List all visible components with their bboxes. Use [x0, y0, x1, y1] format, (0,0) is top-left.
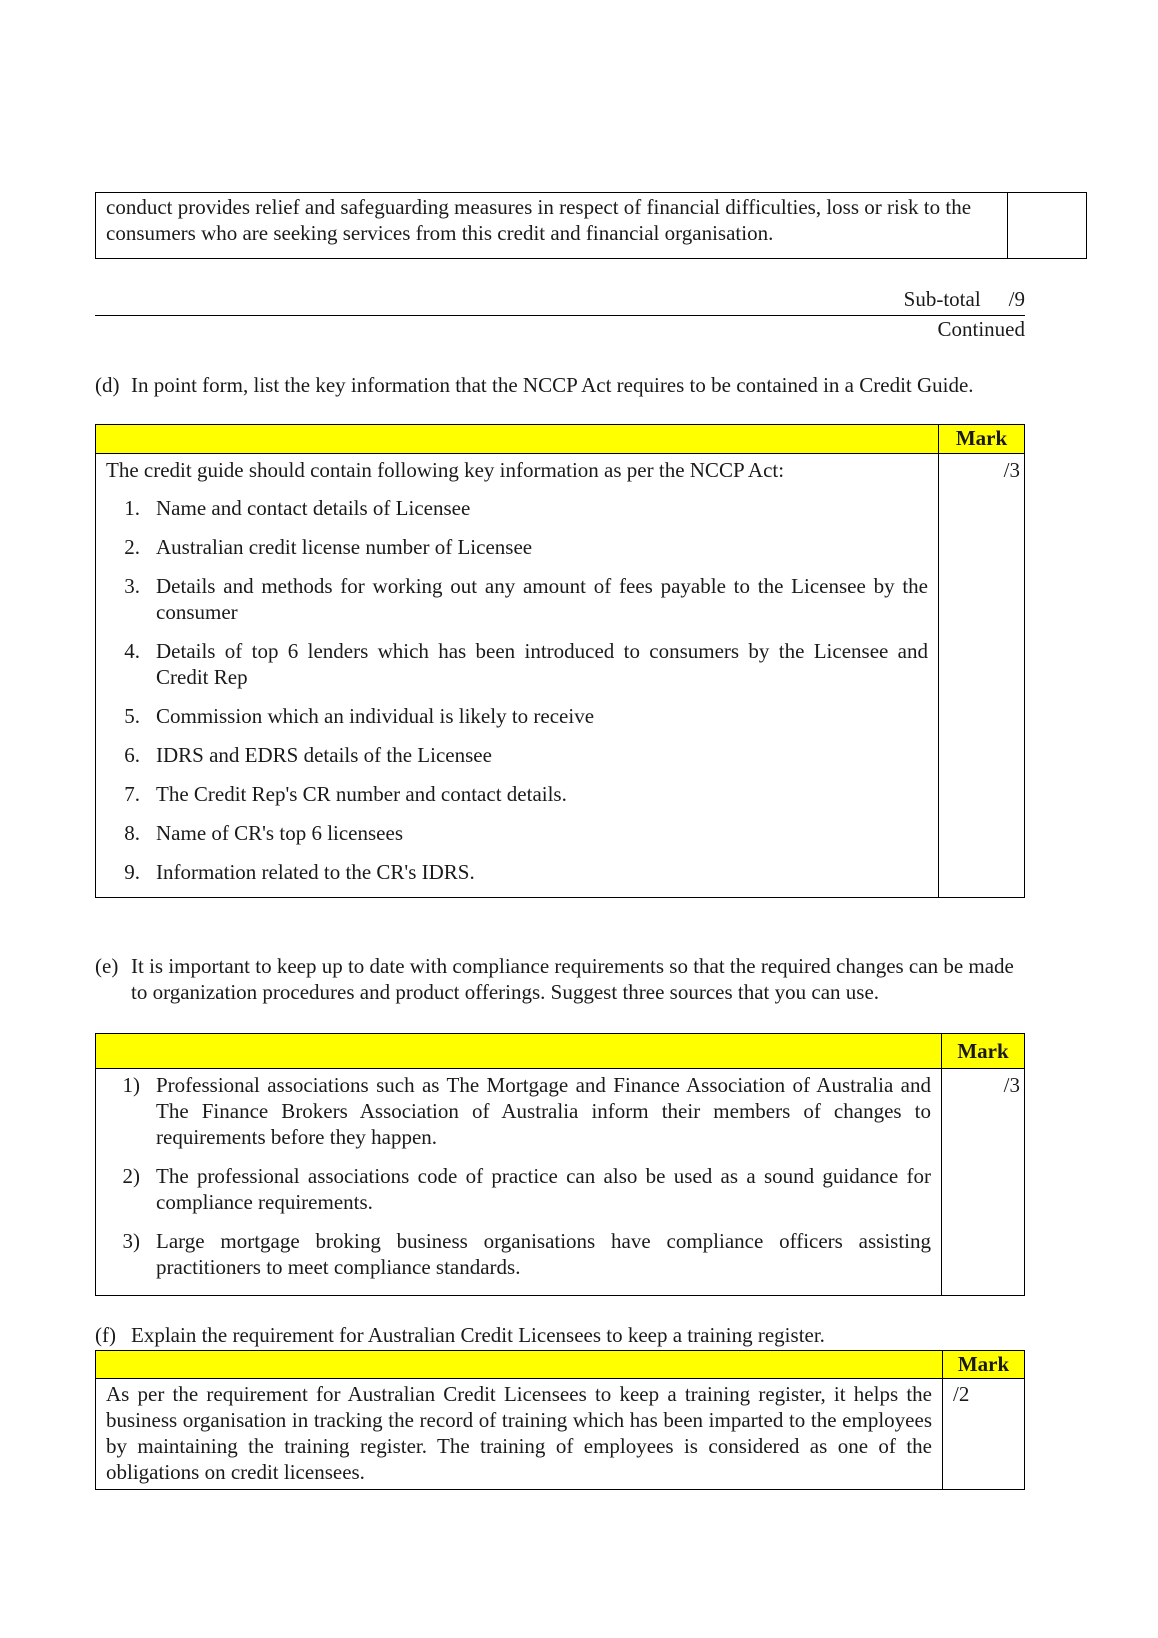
list-item: 4. Details of top 6 lenders which has been introduced to consumers by the Licensee and Credit Rep [124, 639, 928, 689]
question-e-list [106, 1072, 931, 1280]
question-f-table [95, 1350, 1025, 1490]
question-e-label: (e) [95, 954, 119, 978]
list-item: 6. IDRS and EDRS details of the Licensee [124, 743, 492, 767]
top-answer-text: conduct provides relief and safeguarding measures in respect of financial difficulties, loss or risk to the consumers who are seeking services from this credit and financial organisation. [106, 195, 972, 245]
list-item: 2. Australian credit license number of Licensee [124, 535, 533, 559]
question-d-label: (d) [95, 373, 120, 397]
list-item: 3) Large mortgage broking business organisations have compliance officers assisting practitioners to meet compliance standards. [122, 1229, 931, 1279]
question-e-mark: /3 [942, 1069, 1025, 1296]
question-e-table [95, 1033, 1025, 1296]
question-d-mark: /3 [939, 454, 1025, 898]
question-e-header-blank [96, 1034, 942, 1069]
question-f-answer: As per the requirement for Australian Credit Licensees to keep a training register, it helps the business organisation in tracking the record of training which has been imparted to the employees by maintaining the training register. The training of employees is considered as one of the obligations on credit licensees. [106, 1382, 932, 1484]
list-item: 7. The Credit Rep's CR number and contact details. [124, 782, 567, 806]
question-f-answer-cell [96, 1379, 943, 1490]
question-d-mark-header: Mark [939, 425, 1025, 454]
question-f-label: (f) [95, 1323, 116, 1347]
top-mark-cell [1008, 193, 1087, 259]
question-f-text: Explain the requirement for Australian Credit Licensees to keep a training register. [131, 1323, 825, 1347]
question-f-mark: /2 [943, 1379, 1025, 1490]
list-item: 2) The professional associations code of practice can also be used as a sound guidance for compliance requirements. [122, 1164, 931, 1214]
question-f-mark-header: Mark [943, 1351, 1025, 1379]
top-answer-cell [96, 193, 1008, 259]
question-d-intro: The credit guide should contain following key information as per the NCCP Act: [106, 458, 785, 482]
question-e-text: It is important to keep up to date with compliance requirements so that the required changes can be made to organization procedures and product offerings. Suggest three sources that you can use. [131, 954, 1014, 1004]
question-d-table [95, 424, 1025, 898]
question-e [95, 953, 1025, 1005]
question-e-answer-cell [96, 1069, 942, 1296]
list-item: 5. Commission which an individual is likely to receive [124, 704, 595, 728]
question-d-list [106, 495, 928, 885]
list-item: 1) Professional associations such as The Mortgage and Finance Association of Australia and The Finance Brokers Association of Australia inform their members of changes to requirements before they happen. [122, 1073, 931, 1149]
continued-label: Continued [937, 317, 1025, 341]
question-e-mark-header: Mark [942, 1034, 1025, 1069]
question-d-header-blank [96, 425, 939, 454]
question-d [95, 372, 1025, 398]
list-item: 1. Name and contact details of Licensee [124, 496, 471, 520]
subtotal-value: /9 [1008, 287, 1025, 311]
question-f-header-blank [96, 1351, 943, 1379]
list-item: 8. Name of CR's top 6 licensees [124, 821, 403, 845]
question-f [95, 1322, 1025, 1348]
list-item: 9. Information related to the CR's IDRS. [124, 860, 475, 884]
question-d-text: In point form, list the key information that the NCCP Act requires to be contained in a Credit Guide. [131, 373, 974, 397]
list-item: 3. Details and methods for working out any amount of fees payable to the Licensee by the consumer [124, 574, 928, 624]
question-d-answer-cell [96, 454, 939, 898]
subtotal-label: Sub-total [903, 287, 981, 311]
top-answer-table [95, 192, 1087, 259]
subtotal-row [95, 286, 1025, 316]
